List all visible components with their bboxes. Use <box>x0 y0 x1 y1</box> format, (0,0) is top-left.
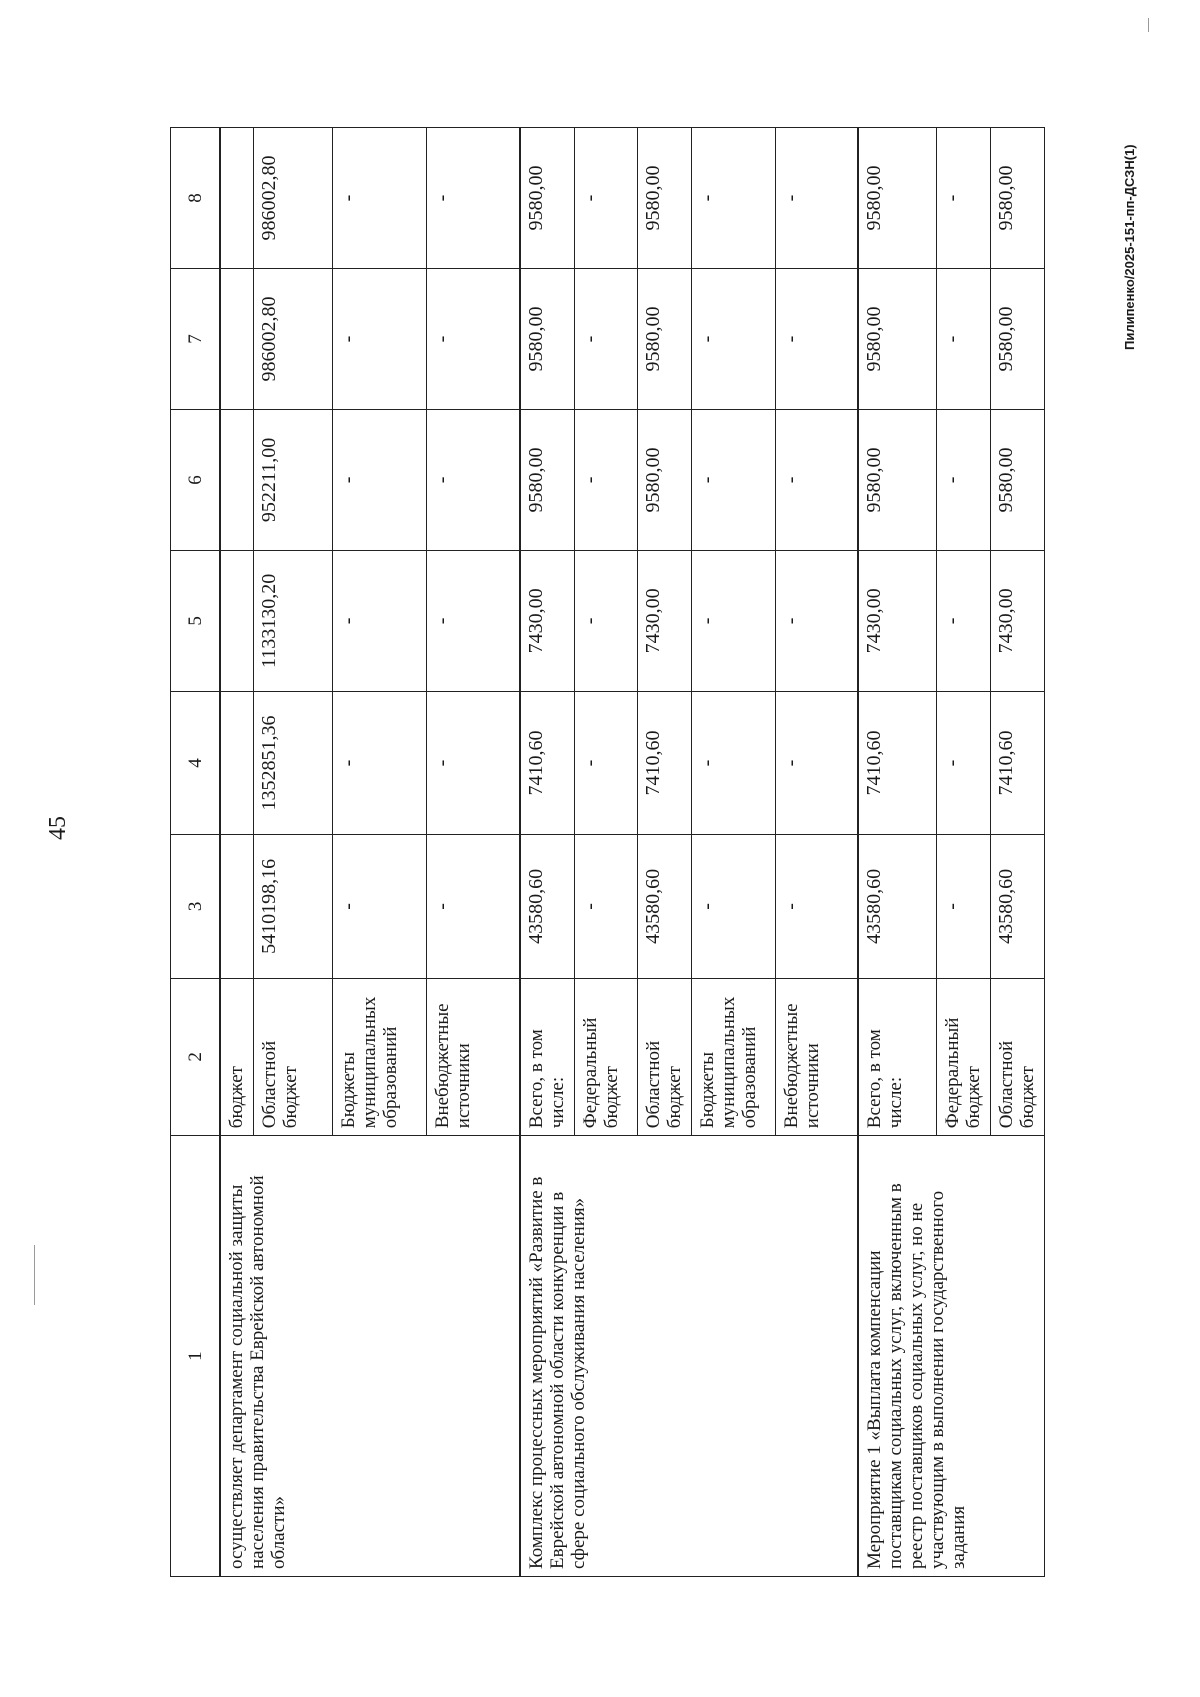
amount-cell: - <box>427 691 521 834</box>
amount-cell: - <box>775 269 858 410</box>
amount-cell: - <box>775 550 858 691</box>
amount-cell: 7430,00 <box>638 550 692 691</box>
column-header: 2 <box>171 978 221 1136</box>
amount-cell: 9580,00 <box>991 269 1045 410</box>
funding-source-cell: Федеральный бюджет <box>575 978 638 1136</box>
budget-table <box>170 127 1045 1577</box>
amount-cell: 9580,00 <box>520 269 574 410</box>
amount-cell: - <box>937 409 991 550</box>
column-header: 3 <box>171 835 221 978</box>
column-header: 4 <box>171 691 221 834</box>
amount-cell: - <box>332 269 427 410</box>
funding-source-cell: бюджет <box>220 978 253 1136</box>
amount-cell: - <box>332 409 427 550</box>
amount-cell: - <box>332 128 427 269</box>
amount-cell: - <box>775 691 858 834</box>
amount-cell: - <box>427 550 521 691</box>
column-header: 7 <box>171 269 221 410</box>
amount-cell: 9580,00 <box>858 409 936 550</box>
amount-cell: 986002,80 <box>253 128 332 269</box>
table-row <box>858 128 936 1577</box>
amount-cell: 43580,60 <box>991 835 1045 978</box>
scan-mark <box>1148 18 1149 32</box>
amount-cell: - <box>692 691 775 834</box>
amount-cell: - <box>575 409 638 550</box>
amount-cell: 43580,60 <box>858 835 936 978</box>
amount-cell <box>220 269 253 410</box>
amount-cell: 7430,00 <box>520 550 574 691</box>
column-number-row <box>171 128 221 1577</box>
column-header: 8 <box>171 128 221 269</box>
funding-source-cell: Всего, в том числе: <box>858 978 936 1136</box>
amount-cell: 7430,00 <box>991 550 1045 691</box>
amount-cell: - <box>575 550 638 691</box>
amount-cell: 9580,00 <box>858 128 936 269</box>
funding-source-cell: Областной бюджет <box>253 978 332 1136</box>
column-header: 6 <box>171 409 221 550</box>
amount-cell: 9580,00 <box>638 269 692 410</box>
amount-cell <box>220 835 253 978</box>
item-name-cell: Мероприятие 1 «Выплата компенсации поставщикам социальных услуг, включенным в реестр поставщиков социальных услуг, но не участвующим в выполнении государственного задания <box>858 1136 1044 1577</box>
document-code: Пилипенко/2025-151-пп-ДСЗН(1) <box>1122 144 1137 350</box>
amount-cell: 7410,60 <box>638 691 692 834</box>
budget-table-rotated <box>170 127 1045 1577</box>
amount-cell: - <box>937 269 991 410</box>
amount-cell: 1352851,36 <box>253 691 332 834</box>
table-row <box>220 128 253 1577</box>
item-name-cell: осуществляет департамент социальной защиты населения правительства Еврейской автономной области» <box>220 1136 520 1577</box>
amount-cell: 9580,00 <box>858 269 936 410</box>
amount-cell: 9580,00 <box>638 128 692 269</box>
amount-cell: 43580,60 <box>638 835 692 978</box>
amount-cell: - <box>937 691 991 834</box>
funding-source-cell: Бюджеты муниципальных образований <box>692 978 775 1136</box>
amount-cell: 5410198,16 <box>253 835 332 978</box>
amount-cell <box>220 409 253 550</box>
amount-cell <box>220 128 253 269</box>
amount-cell: 9580,00 <box>520 128 574 269</box>
amount-cell: - <box>937 550 991 691</box>
amount-cell: - <box>937 835 991 978</box>
amount-cell: - <box>427 409 521 550</box>
scan-mark <box>34 1245 35 1305</box>
amount-cell: - <box>575 835 638 978</box>
amount-cell: 9580,00 <box>991 128 1045 269</box>
amount-cell: - <box>332 550 427 691</box>
amount-cell: - <box>575 128 638 269</box>
amount-cell: - <box>775 835 858 978</box>
amount-cell <box>220 550 253 691</box>
amount-cell: - <box>775 128 858 269</box>
amount-cell: - <box>575 691 638 834</box>
amount-cell: - <box>937 128 991 269</box>
table-row <box>520 128 574 1577</box>
amount-cell: 7430,00 <box>858 550 936 691</box>
amount-cell: 9580,00 <box>991 409 1045 550</box>
amount-cell: - <box>692 269 775 410</box>
funding-source-cell: Бюджеты муниципальных образований <box>332 978 427 1136</box>
amount-cell: 7410,60 <box>858 691 936 834</box>
column-header: 5 <box>171 550 221 691</box>
amount-cell: 7410,60 <box>991 691 1045 834</box>
amount-cell: - <box>427 269 521 410</box>
funding-source-cell: Внебюджетные источники <box>427 978 521 1136</box>
table-body <box>220 128 1045 1577</box>
amount-cell <box>220 691 253 834</box>
funding-source-cell: Всего, в том числе: <box>520 978 574 1136</box>
amount-cell: - <box>427 835 521 978</box>
funding-source-cell: Внебюджетные источники <box>775 978 858 1136</box>
amount-cell: - <box>775 409 858 550</box>
amount-cell: 9580,00 <box>638 409 692 550</box>
amount-cell: - <box>332 691 427 834</box>
amount-cell: - <box>692 550 775 691</box>
item-name-cell: Комплекс процессных мероприятий «Развитие в Еврейской автономной области конкуренции в сфере социального обслуживания населения» <box>520 1136 858 1577</box>
amount-cell: 43580,60 <box>520 835 574 978</box>
amount-cell: 1133130,20 <box>253 550 332 691</box>
page-number: 45 <box>45 816 71 840</box>
amount-cell: - <box>332 835 427 978</box>
funding-source-cell: Областной бюджет <box>638 978 692 1136</box>
amount-cell: - <box>692 409 775 550</box>
amount-cell: 7410,60 <box>520 691 574 834</box>
funding-source-cell: Федеральный бюджет <box>937 978 991 1136</box>
amount-cell: - <box>692 835 775 978</box>
amount-cell: - <box>692 128 775 269</box>
amount-cell: 9580,00 <box>520 409 574 550</box>
amount-cell: 986002,80 <box>253 269 332 410</box>
column-header: 1 <box>171 1136 221 1577</box>
funding-source-cell: Областной бюджет <box>991 978 1045 1136</box>
amount-cell: - <box>575 269 638 410</box>
amount-cell: 952211,00 <box>253 409 332 550</box>
amount-cell: - <box>427 128 521 269</box>
